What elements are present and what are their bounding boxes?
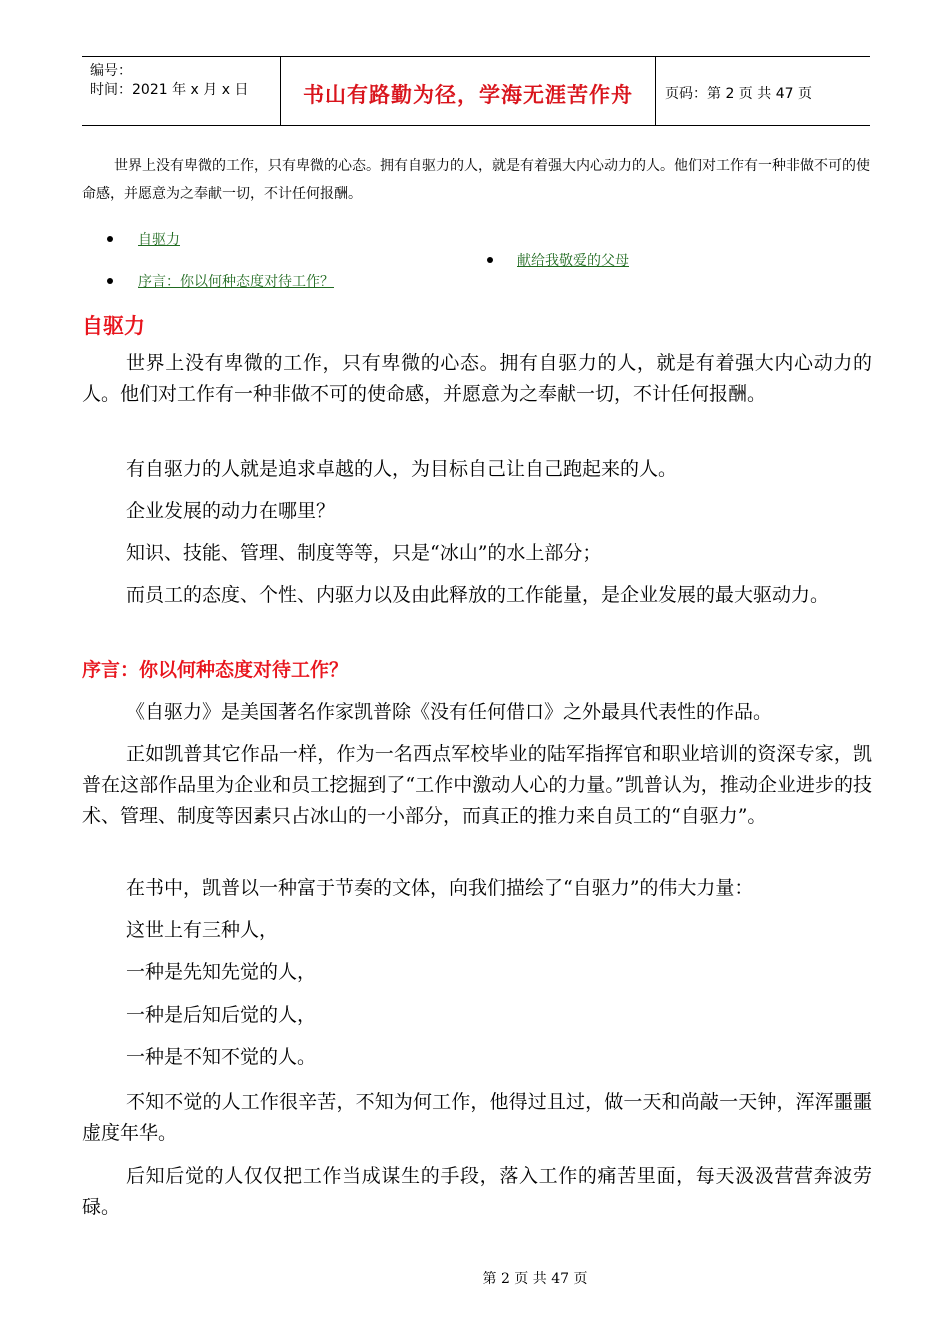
paragraph: 世界上没有卑微的工作，只有卑微的心态。拥有自驱力的人，就是有着强大内心动力的人。他们对工作有一种非做不可的使命感，并愿意为之奉献一切，不计任何报酬。 — [82, 352, 872, 405]
toc-link-preface[interactable]: 序言：你以何种态度对待工作？ — [138, 274, 334, 290]
page-footer: 第 2 页 共 47 页 — [482, 1271, 588, 1287]
bullet-icon — [487, 257, 493, 263]
paragraph: 正如凯普其它作品一样，作为一名西点军校毕业的陆军指挥官和职业培训的资深专家，凯普在这部作品里为企业和员工挖掘到了“工作中激动人心的力量。”凯普认为，推动企业进步的技术、管理、制度等因素只占冰山的一小部分，而真正的推力来自员工的“自驱力”。 — [82, 743, 872, 827]
paragraph: 后知后觉的人仅仅把工作当成谋生的手段，落入工作的痛苦里面，每天汲汲营营奔波劳碌。 — [82, 1165, 872, 1218]
header-motto-cell — [280, 57, 656, 125]
number-label: 编号： — [90, 63, 132, 79]
header-page-info: 页码：第 2 页 共 47 页 — [665, 86, 812, 102]
paragraph: 一种是不知不觉的人。 — [126, 1046, 317, 1068]
toc-link-dedication[interactable]: 献给我敬爱的父母 — [517, 253, 629, 269]
date-label: 时间：2021 年 x 月 x 日 — [90, 82, 249, 98]
header-meta — [82, 57, 280, 125]
paragraph: 在书中，凯普以一种富于节奏的文体，向我们描绘了“自驱力”的伟大力量： — [126, 877, 754, 899]
paragraph: 一种是先知先觉的人， — [126, 961, 317, 983]
bullet-icon — [107, 278, 113, 284]
paragraph: 企业发展的动力在哪里？ — [126, 500, 336, 522]
paragraph: 不知不觉的人工作很辛苦，不知为何工作，他得过且过，做一天和尚敲一天钟，浑浑噩噩虚度年华。 — [82, 1091, 872, 1144]
paragraph: 这世上有三种人， — [126, 919, 279, 941]
paragraph: 有自驱力的人就是追求卓越的人，为目标自己让自己跑起来的人。 — [126, 458, 678, 480]
intro-paragraph: 世界上没有卑微的工作，只有卑微的心态。拥有自驱力的人，就是有着强大内心动力的人。他们对工作有一种非做不可的使命感，并愿意为之奉献一切，不计任何报酬。 — [82, 158, 870, 202]
document-header — [82, 56, 870, 126]
header-page-cell — [655, 57, 870, 125]
paragraph: 《自驱力》是美国著名作家凯普除《没有任何借口》之外最具代表性的作品。 — [126, 701, 773, 723]
section-heading-self-drive: 自驱力 — [82, 314, 145, 338]
paragraph: 一种是后知后觉的人， — [126, 1004, 317, 1026]
section-heading-preface: 序言：你以何种态度对待工作？ — [82, 659, 349, 681]
header-motto: 书山有路勤为径，学海无涯苦作舟 — [303, 82, 633, 107]
paragraph: 知识、技能、管理、制度等等，只是“冰山”的水上部分； — [126, 542, 602, 564]
toc-link-self-drive[interactable]: 自驱力 — [138, 232, 180, 248]
bullet-icon — [107, 236, 113, 242]
paragraph: 而员工的态度、个性、内驱力以及由此释放的工作能量，是企业发展的最大驱动力。 — [126, 584, 830, 606]
